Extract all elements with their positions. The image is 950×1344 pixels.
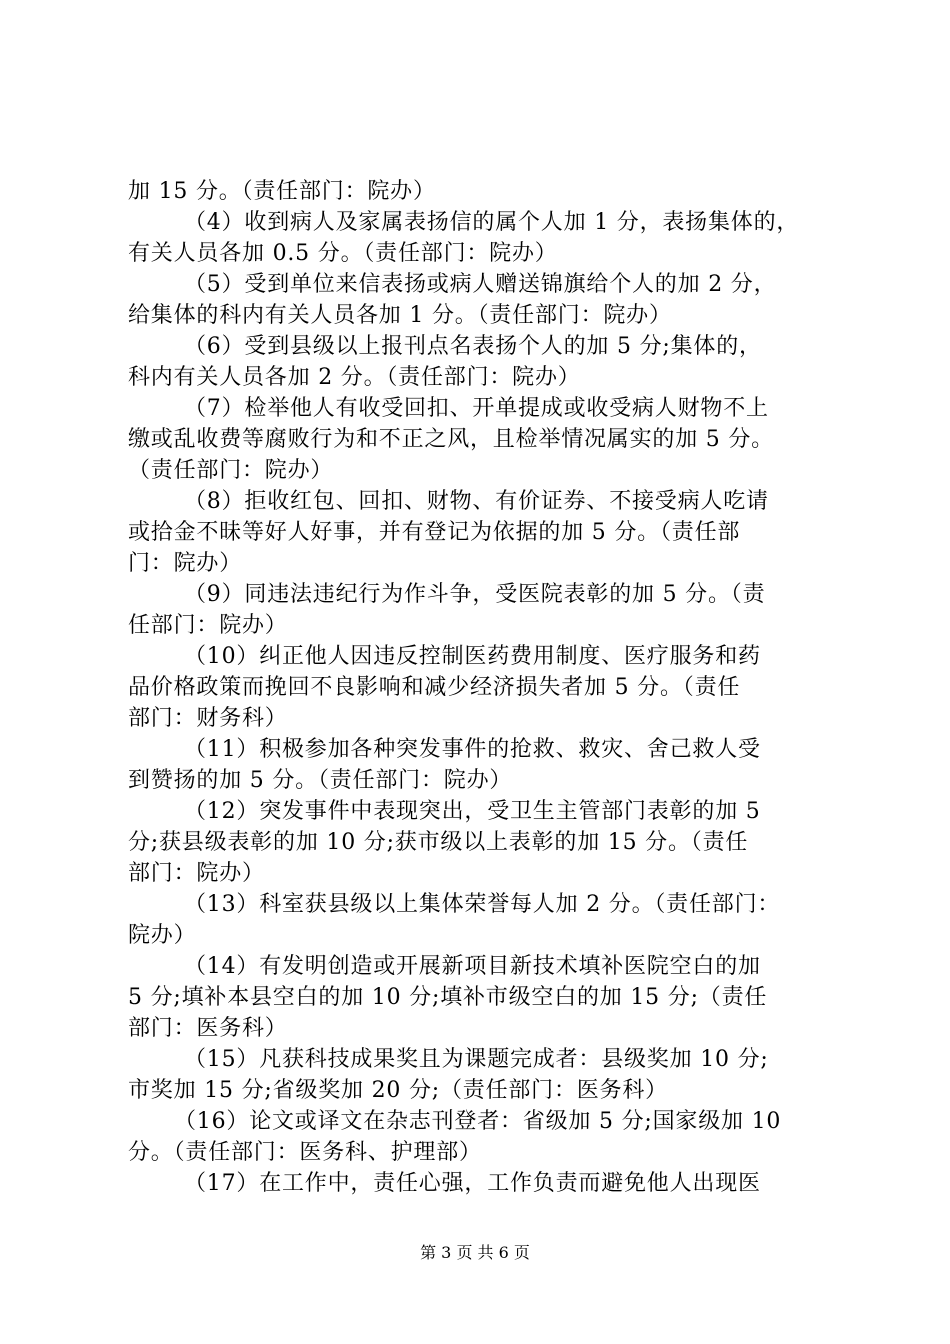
text-line: （17）在工作中，责任心强，工作负责而避免他人出现医 (184, 1171, 761, 1196)
text-line: 分。（责任部门：医务科、护理部） (128, 1140, 482, 1165)
text-line: 部门：医务科） (128, 1016, 288, 1041)
page-footer: 第 3 页 共 6 页 (420, 1243, 530, 1262)
text-line: （13）科室获县级以上集体荣誉每人加 2 分。（责任部门： (184, 892, 781, 917)
text-line: 有关人员各加 0.5 分。（责任部门：院办） (128, 241, 558, 266)
text-line: （责任部门：院办） (128, 458, 334, 483)
text-line: 给集体的科内有关人员各加 1 分。（责任部门：院办） (128, 303, 672, 328)
text-line: （14）有发明创造或开展新项目新技术填补医院空白的加 (184, 954, 761, 979)
text-line: （12）突发事件中表现突出，受卫生主管部门表彰的加 5 (184, 799, 761, 824)
text-line: 部门：院办） (128, 861, 265, 886)
text-line: 缴或乱收费等腐败行为和不正之风，且检举情况属实的加 5 分。 (128, 427, 774, 452)
text-line: （5）受到单位来信表扬或病人赠送锦旗给个人的加 2 分， (184, 272, 777, 297)
text-line: 部门：财务科） (128, 706, 288, 731)
text-line: （6）受到县级以上报刊点名表扬个人的加 5 分;集体的， (184, 334, 762, 359)
text-line: （9）同违法违纪行为作斗争，受医院表彰的加 5 分。（责 (184, 582, 766, 607)
text-line: （4）收到病人及家属表扬信的属个人加 1 分，表扬集体的， (184, 210, 800, 235)
text-line: 任部门：院办） (128, 613, 288, 638)
text-line: 院办） (128, 923, 197, 948)
text-line: 到赞扬的加 5 分。（责任部门：院办） (128, 768, 513, 793)
body-text (128, 176, 840, 1199)
text-line: 5 分;填补本县空白的加 10 分;填补市级空白的加 15 分;（责任 (128, 985, 768, 1010)
text-line: 品价格政策而挽回不良影响和减少经济损失者加 5 分。（责任 (128, 675, 741, 700)
text-line: 加 15 分。（责任部门：院办） (128, 179, 436, 204)
text-line: 分;获县级表彰的加 10 分;获市级以上表彰的加 15 分。（责任 (128, 830, 749, 855)
text-line: （8）拒收红包、回扣、财物、有价证券、不接受病人吃请 (184, 489, 769, 514)
text-line: （7）检举他人有收受回扣、开单提成或收受病人财物不上 (184, 396, 769, 421)
text-line: （16）论文或译文在杂志刊登者：省级加 5 分;国家级加 10 (174, 1109, 782, 1134)
text-line: （15）凡获科技成果奖且为课题完成者：县级奖加 10 分; (184, 1047, 769, 1072)
text-line: 市奖加 15 分;省级奖加 20 分;（责任部门：医务科） (128, 1078, 668, 1103)
text-line: （11）积极参加各种突发事件的抢救、救灾、舍己救人受 (184, 737, 761, 762)
text-line: 或拾金不昧等好人好事，并有登记为依据的加 5 分。（责任部 (128, 520, 741, 545)
text-line: （10）纠正他人因违反控制医药费用制度、医疗服务和药 (184, 644, 761, 669)
text-line: 门：院办） (128, 551, 243, 576)
text-line: 科内有关人员各加 2 分。（责任部门：院办） (128, 365, 581, 390)
